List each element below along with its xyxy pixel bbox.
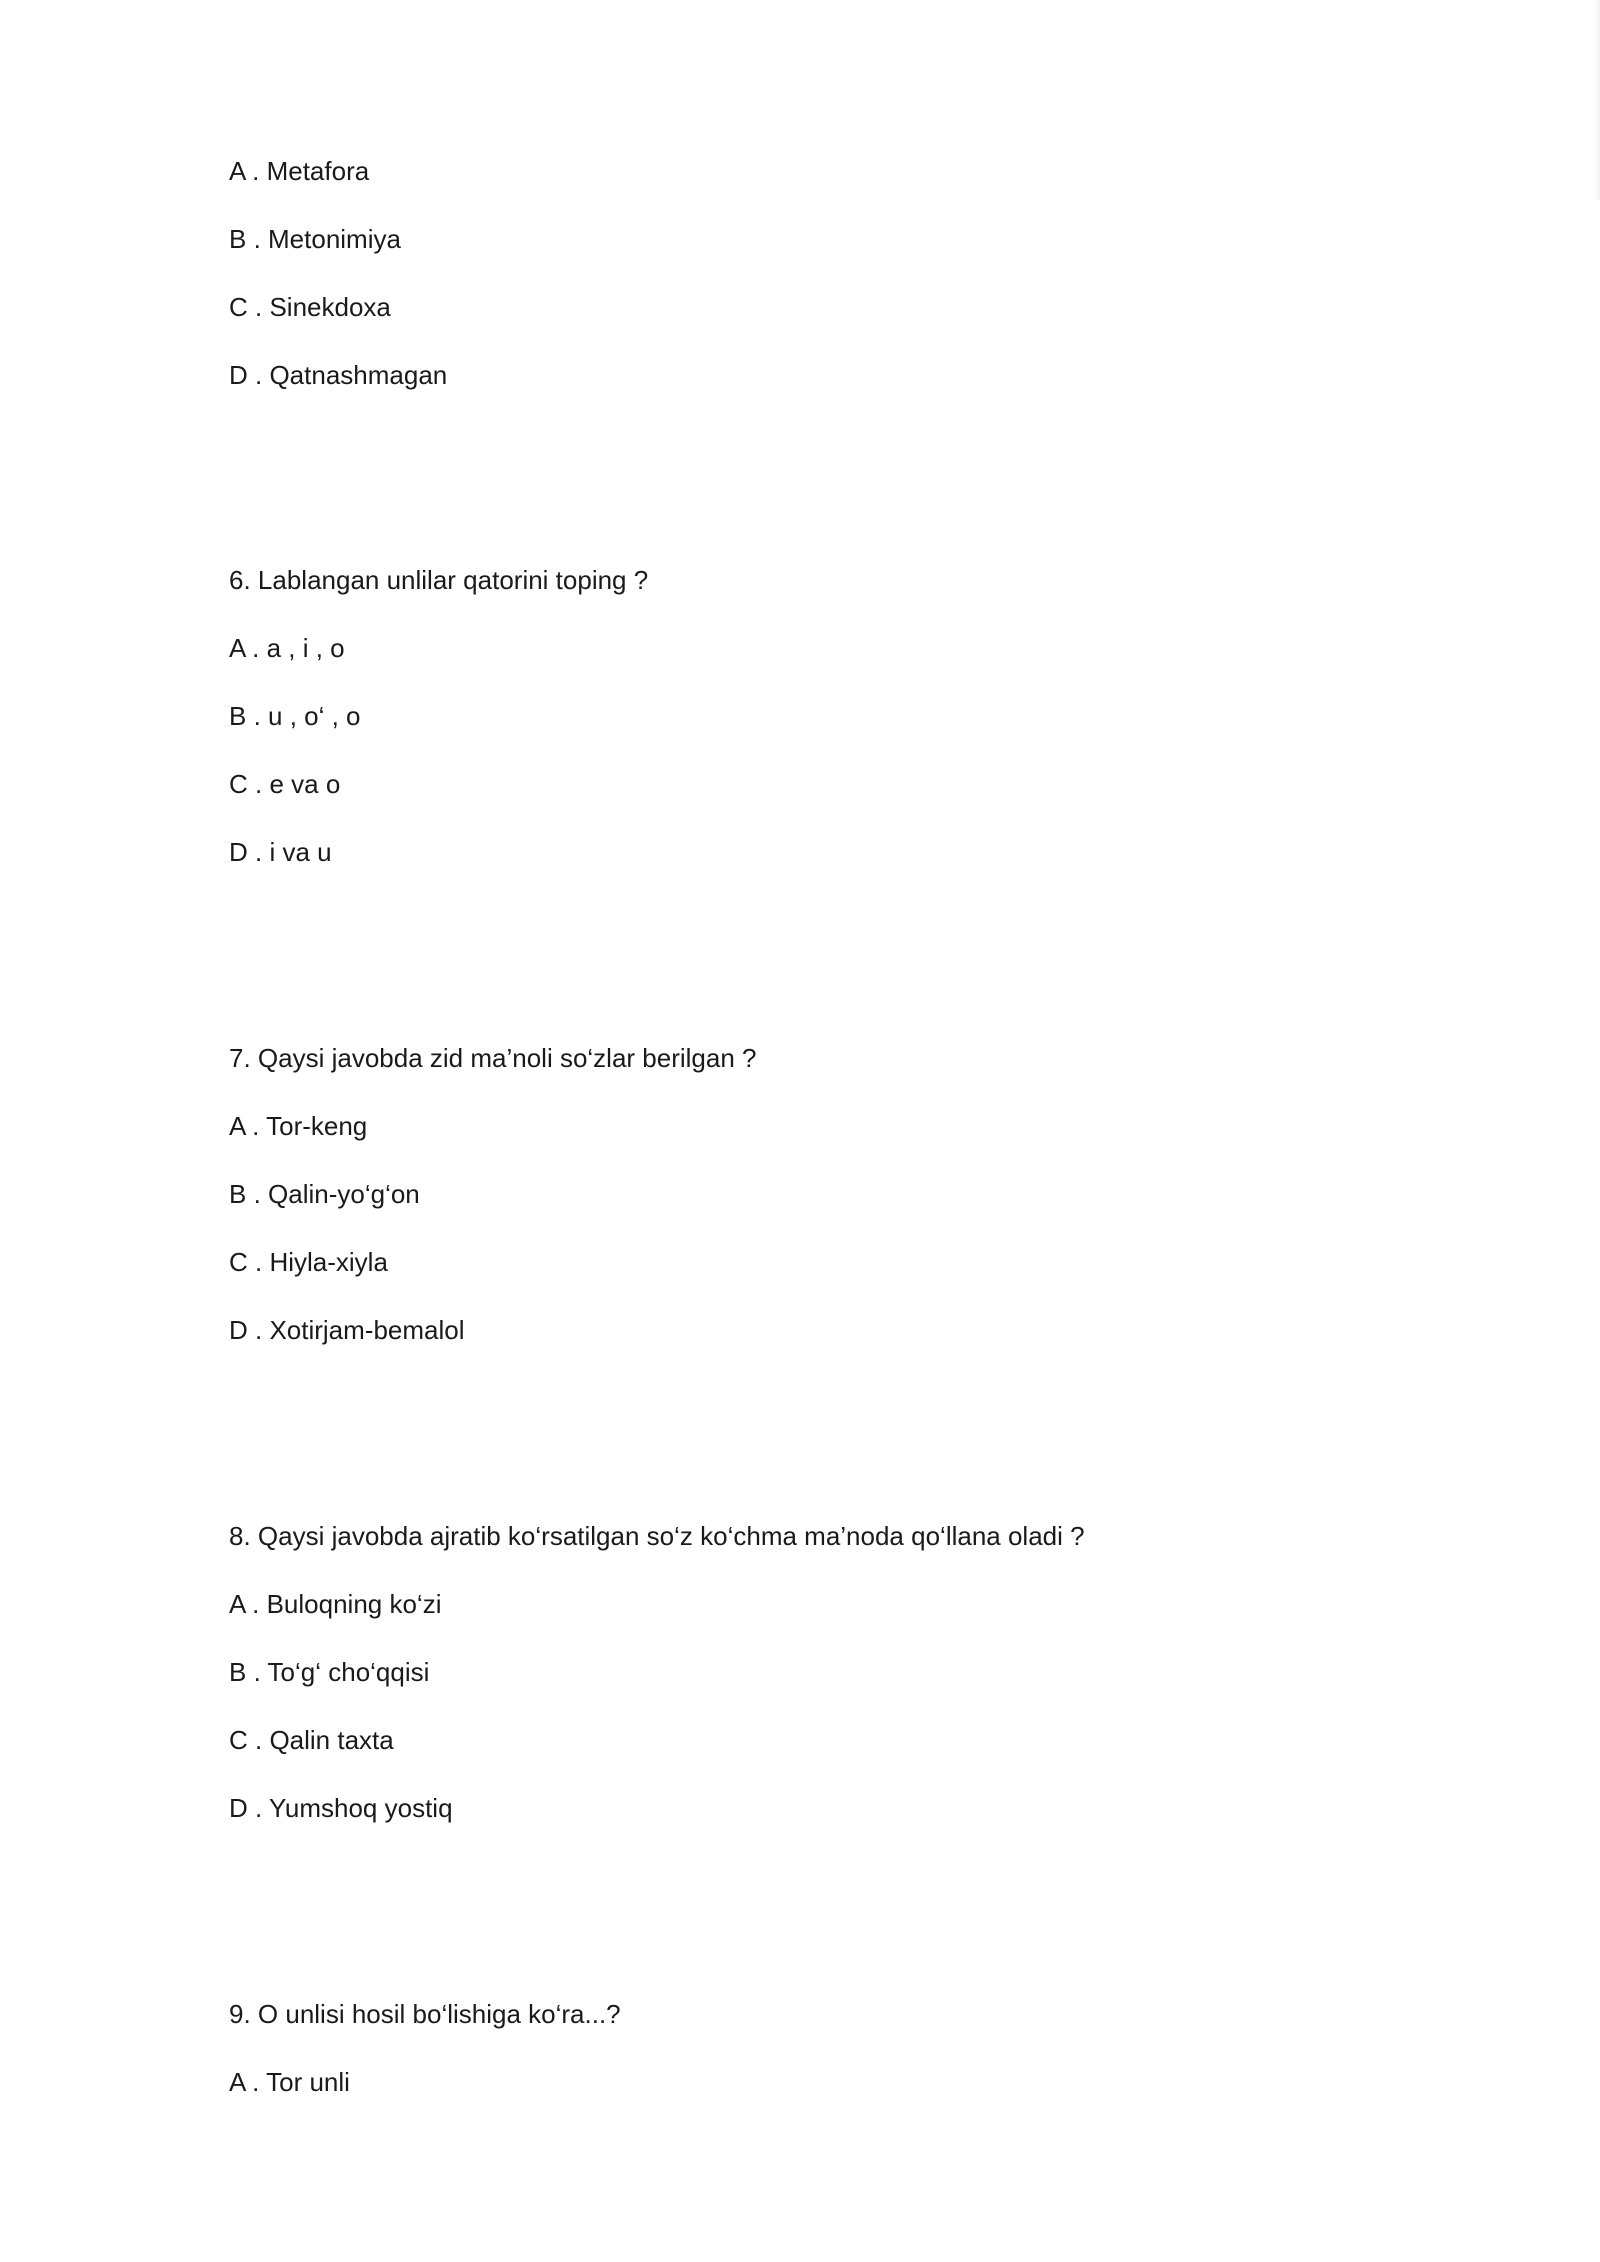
answer-option-d: D . Yumshoq yostiq xyxy=(229,1793,453,1823)
question-9: 9. O unlisi hosil bo‘lishiga ko‘ra...? xyxy=(229,1999,621,2029)
question-6: 6. Lablangan unlilar qatorini toping ? xyxy=(229,565,649,595)
answer-option-d: D . Qatnashmagan xyxy=(229,360,448,390)
answer-option-c: C . Hiyla-xiyla xyxy=(229,1247,388,1277)
answer-option-d: D . i va u xyxy=(229,837,332,867)
answer-option-a: A . a , i , o xyxy=(229,633,345,663)
answer-option-b: B . Metonimiya xyxy=(229,224,401,254)
question-7: 7. Qaysi javobda zid ma’noli so‘zlar berilgan ? xyxy=(229,1043,757,1073)
answer-option-b: B . To‘g‘ cho‘qqisi xyxy=(229,1657,430,1687)
answer-option-a: A . Tor unli xyxy=(229,2067,350,2097)
answer-option-b: B . Qalin-yo‘g‘on xyxy=(229,1179,420,1209)
question-8: 8. Qaysi javobda ajratib ko‘rsatilgan so‘z ko‘chma ma’noda qo‘llana oladi ? xyxy=(229,1521,1085,1551)
page-edge-shadow xyxy=(1594,0,1600,200)
answer-option-c: C . Qalin taxta xyxy=(229,1725,394,1755)
answer-option-b: B . u , o‘ , o xyxy=(229,701,361,731)
answer-option-a: A . Buloqning ko‘zi xyxy=(229,1589,442,1619)
answer-option-a: A . Tor-keng xyxy=(229,1111,368,1141)
answer-option-d: D . Xotirjam-bemalol xyxy=(229,1315,465,1345)
answer-option-c: C . Sinekdoxa xyxy=(229,292,391,322)
answer-option-c: C . e va o xyxy=(229,769,341,799)
answer-option-a: A . Metafora xyxy=(229,156,370,186)
